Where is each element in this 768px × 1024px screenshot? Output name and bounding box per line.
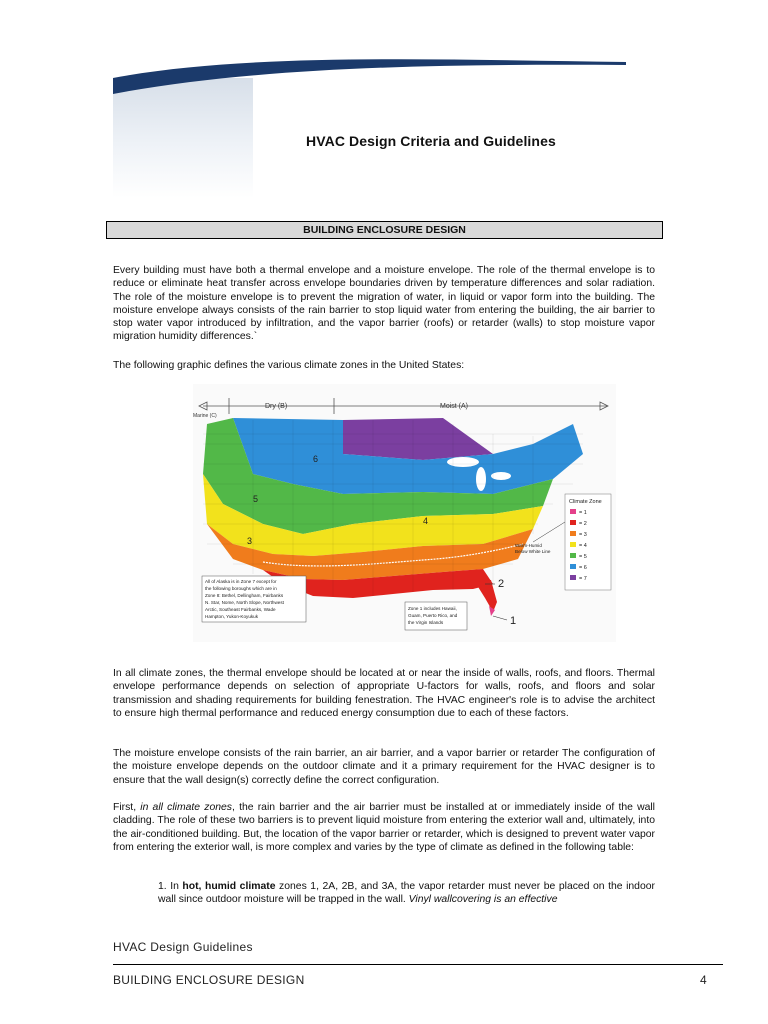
- legend-item-7: = 7: [579, 576, 587, 582]
- map-zone-5: 5: [253, 494, 259, 504]
- climate-zone-map: [193, 384, 616, 642]
- alaska-note: [202, 576, 306, 622]
- svg-text:Arctic, Southeast Fairbanks, W: Arctic, Southeast Fairbanks, Wade: [205, 607, 276, 612]
- svg-text:All of Alaska is in Zone 7 exc: All of Alaska is in Zone 7 except for: [205, 579, 277, 584]
- warm-humid-label: Warm-Humid: [515, 543, 542, 548]
- footer-guide-title: HVAC Design Guidelines: [113, 940, 253, 954]
- callout-zone-2: 2: [498, 578, 505, 590]
- svg-text:Guam, Puerto Rico, and: Guam, Puerto Rico, and: [408, 613, 458, 618]
- svg-text:Zone 1 includes Hawaii,: Zone 1 includes Hawaii,: [408, 606, 457, 611]
- list-item-hot-humid: 1. In hot, humid climate zones 1, 2A, 2B, and 3A, the vapor retarder must never be placed on the indoor wall since outdoor moisture will be trapped in the wall. Vinyl wallcovering is an effective: [158, 881, 655, 906]
- svg-text:N. Star, Nome, North Slope, No: N. Star, Nome, North Slope, Northwest: [205, 600, 284, 605]
- legend-item-4: = 4: [579, 543, 587, 549]
- zone1-note: [405, 602, 467, 630]
- header-swoosh: [0, 0, 768, 200]
- climate-map-svg: [193, 384, 616, 642]
- document-title: HVAC Design Criteria and Guidelines: [306, 133, 556, 149]
- legend-item-2: = 2: [579, 521, 587, 527]
- svg-text:Hampton, Yukon-Koyukuk: Hampton, Yukon-Koyukuk: [205, 614, 259, 619]
- footer-section-name: BUILDING ENCLOSURE DESIGN: [113, 973, 305, 987]
- legend-item-1: = 1: [579, 510, 587, 516]
- dry-label: Dry (B): [265, 403, 288, 410]
- legend-item-6: = 6: [579, 565, 587, 571]
- footer-rule: [113, 964, 723, 965]
- paragraph-intro: Every building must have both a thermal envelope and a moisture envelope. The role of the thermal envelope is to reduce or eliminate heat transfer across envelope boundaries driven by temperature differences and solar radiation. The role of the moisture envelope is to prevent the migration of water, in liquid or vapor form into the building. The moisture envelope always consists of the rain barrier to stop liquid water from entering the building, the air barrier to stop water vapor introduced by infiltration, and the vapor barrier (roofs) or retarder (walls) to stop moisture vapor migration humidity differences.`: [113, 265, 655, 343]
- map-zone-6: 6: [313, 454, 319, 464]
- svg-text:the Virgin Islands: the Virgin Islands: [408, 620, 444, 625]
- climate-legend: [565, 494, 611, 590]
- svg-text:the following boroughs which a: the following boroughs which are in: [205, 586, 277, 591]
- paragraph-first: First, in all climate zones, the rain barrier and the air barrier must be installed at or immediately inside of the wall cladding. The role of these two barriers is to prevent liquid moisture from entering the exterior wall and, ultimately, into the air-conditioned building. But, the location of the vapor barrier or retarder, which is designed to prevent water vapor from entering the exterior wall, is more complex and varies by the type of climate as defined in the following table:: [113, 802, 655, 853]
- emphasis-all-climate-zones: in all climate zones: [140, 802, 232, 813]
- section-heading: BUILDING ENCLOSURE DESIGN: [106, 221, 663, 239]
- warm-humid-sublabel: Below White Line: [515, 549, 551, 554]
- map-zone-3: 3: [247, 536, 253, 546]
- paragraph-graphic-intro: The following graphic defines the various climate zones in the United States:: [113, 360, 465, 371]
- map-zone-4: 4: [423, 516, 429, 526]
- paragraph-moisture-envelope: The moisture envelope consists of the rain barrier, an air barrier, and a vapor barrier or retarder The configuration of the moisture envelope depends on the outdoor climate and it a primary requirement for the HVAC designer is to ensure that the wall design(s) correctly define the correct configuration.: [113, 748, 655, 786]
- paragraph-thermal-envelope: In all climate zones, the thermal envelope should be located at or near the inside of walls, roofs, and floors. Thermal envelope performance depends on selection of appropriate U-factors for walls, roofs, and floors and solar transmission and shading requirements for building fenestration. The HVAC engineer's role is to advise the architect to ensure high thermal performance and reduced energy consumption due to each of these factors.: [113, 668, 655, 719]
- callout-zone-1: 1: [510, 615, 517, 627]
- legend-item-3: = 3: [579, 532, 587, 538]
- legend-title: Climate Zone: [569, 499, 602, 505]
- marine-label: Marine (C): [193, 413, 217, 419]
- svg-text:Zone 8: Bethel, Dellingham, Fa: Zone 8: Bethel, Dellingham, Fairbanks: [205, 593, 284, 598]
- page-number: 4: [700, 973, 707, 987]
- legend-item-5: = 5: [579, 554, 587, 560]
- moist-label: Moist (A): [440, 403, 468, 410]
